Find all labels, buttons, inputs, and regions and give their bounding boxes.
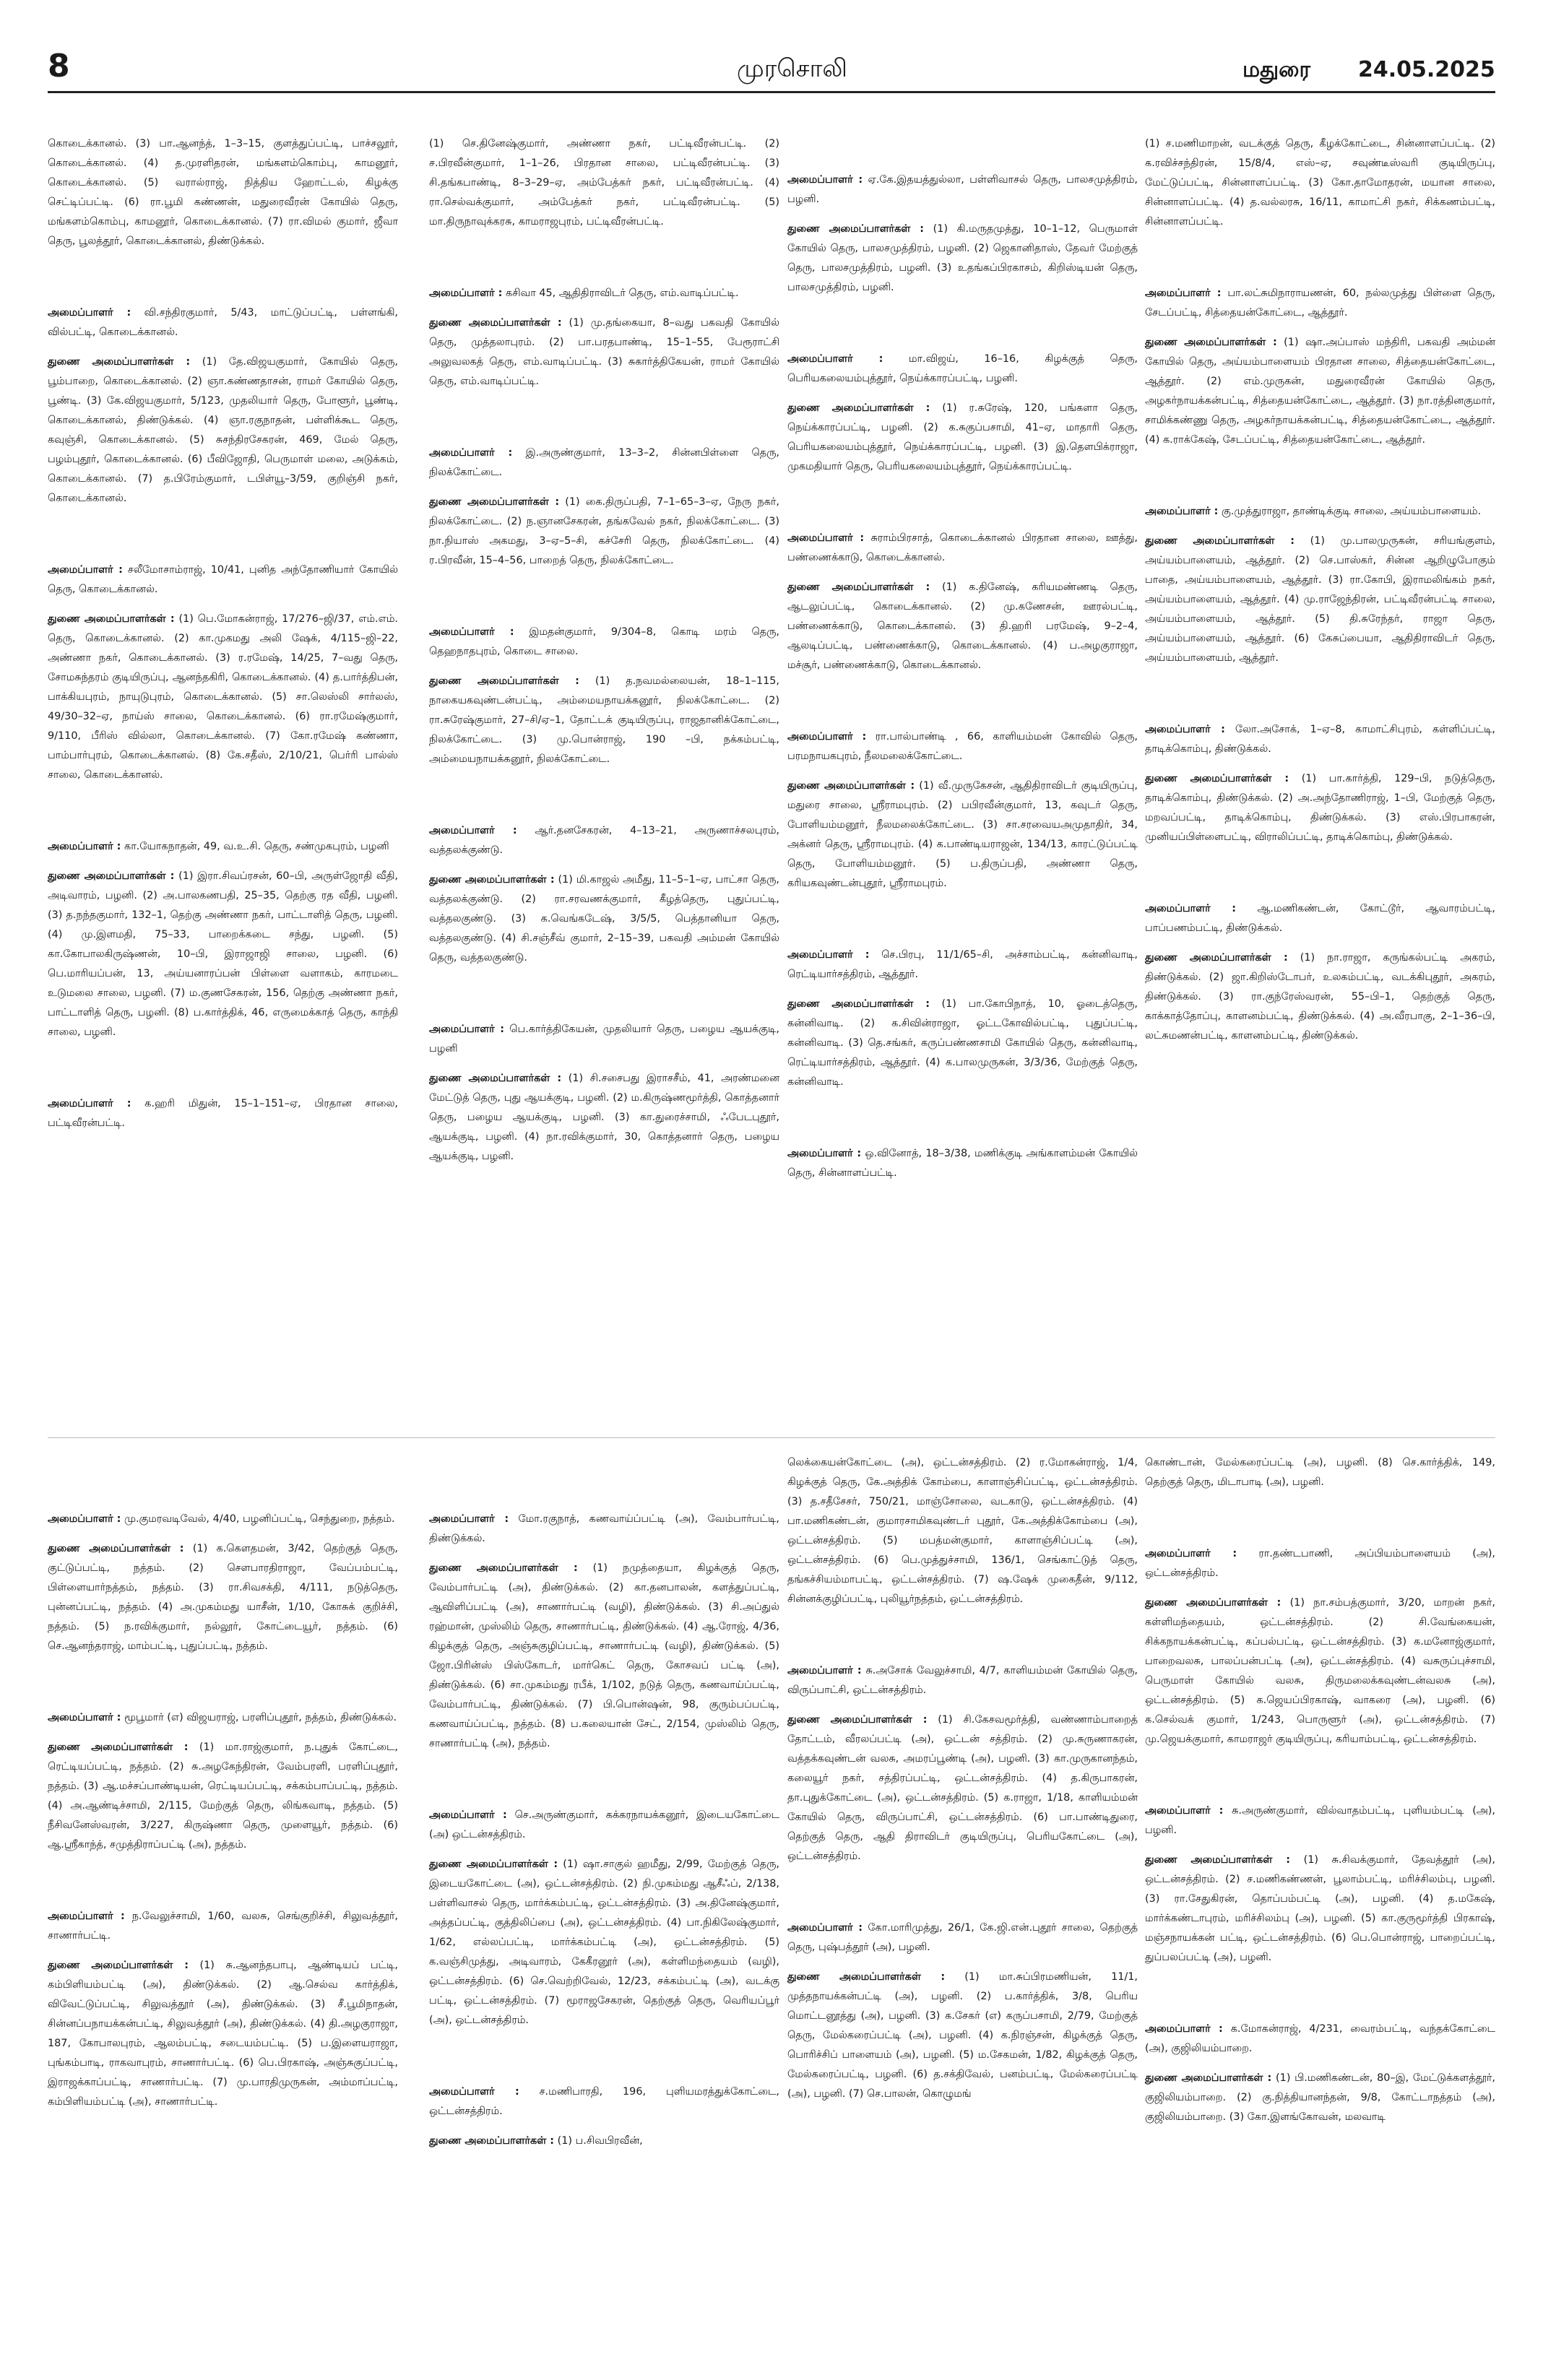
- deputies-paragraph: [429, 672, 779, 769]
- organizer-text: இ.அருண்குமார், 13–3–2, சின்னபிள்ளை தெரு, நிலக்கோட்டை.: [429, 447, 779, 478]
- deputies-text: (1) க.கௌதமன், 3/42, தெற்குத் தெரு, குட்டுப்பட்டி, நத்தம். (2) சௌபாரதிராஜா, வேப்பம்பட்டி, பிள்ளையார்நத்தம், நத்தம். (3) ரா.சிவசக்தி, 4/111, நடுத்தெரு, புன்னப்பட்டி, நத்தம். (4) அ.முகம்மது யாசீன், 1/10, கோசுக் குறிச்சி, நத்தம். (5) ந.ரவிக்குமார், நல்லூர், கோட்டையூர், நத்தம். (6) செ.ஆனந்தராஜ், மாம்பட்டி, புதுப்பட்டி, நத்தம்.: [48, 1543, 398, 1652]
- bottom-column-3: [787, 1453, 1138, 2114]
- top-column-4: [1145, 134, 1495, 1056]
- organizer-text: ரா.பால்பாண்டி , 66, காளியம்மன் கோவில் தெரு, பரமநாயகபுரம், நீலமலைக்கோட்டை.: [787, 731, 1138, 762]
- deputies-label: துணை அமைப்பாளர்கள் :: [787, 223, 925, 235]
- organizer-label: அமைப்பாளர் :: [787, 1148, 862, 1159]
- bottom-column-4: [1145, 1453, 1495, 2137]
- deputies-text: (1) செ.தினேஷ்குமார், அண்ணா நகர், பட்டிவீரன்பட்டி. (2) ச.பிரவீன்குமார், 1–1–26, பிரதான சாலை, பட்டிவீரன்பட்டி. (3) சி.தங்கபாண்டி, 8–3–29–ஏ, அம்பேத்கர் நகர், பட்டிவீரன்பட்டி. (4) ரா.செல்வக்குமார், அம்பேத்கர் நகர், பட்டிவீரன்பட்டி. (5) மா.திருநாவுக்கரசு, காமராஜபுரம், பட்டிவீரன்பட்டி.: [429, 138, 779, 228]
- newspaper-name: முரசொலி: [737, 54, 847, 83]
- organizer-label: அமைப்பாளர் :: [787, 174, 863, 186]
- organizer-text: சு.அருண்குமார், வில்வாதம்பட்டி, புளியம்பட்டி (அ), பழனி.: [1145, 1805, 1495, 1836]
- organizer-block: [787, 1144, 1138, 1183]
- organizer-label: அமைப்பாளர் :: [1145, 506, 1219, 517]
- organizer-text: செ.பிரபு, 11/1/65–சி, அச்சாம்பட்டி, கன்னிவாடி, ரெட்டியார்சத்திரம், ஆத்தூர்.: [787, 949, 1138, 980]
- deputies-paragraph: [787, 220, 1138, 298]
- organizer-block: [787, 1918, 1138, 2104]
- organizer-paragraph: [429, 821, 779, 860]
- organizer-label: அமைப்பாளர் :: [429, 447, 513, 459]
- deputies-paragraph: [1145, 1593, 1495, 1749]
- deputies-paragraph: [429, 134, 779, 232]
- deputies-label: துணை அமைப்பாளர்கள் :: [429, 2135, 555, 2147]
- organizer-block: [48, 561, 398, 785]
- organizer-paragraph: [48, 837, 398, 857]
- deputies-text: (1) ச.மணிமாறன், வடக்குத் தெரு, கீழக்கோட்டை, சின்னாளப்பட்டி. (2) க.ரவிச்சந்திரன், 15/8/4, எஸ்–ஏ, சவுண்டீஸ்வரி குடியிருப்பு, மேட்டுப்பட்டி, சின்னாளப்பட்டி. (3) கோ.தாமோதரன், மயான சாலை, சின்னாளப்பட்டி. (4) த.வல்லரசு, 16/11, காமாட்சி நகர், சிக்கணம்பட்டி, சின்னாளப்பட்டி.: [1145, 138, 1495, 228]
- organizer-paragraph: [429, 284, 779, 303]
- deputies-text: (1) த.நவமல்லையன், 18–1–115, நாகையகவுண்டன்பட்டி, அம்மையநாயக்கனூர், நிலக்கோட்டை. (2) ரா.சுரேஷ்குமார், 27–சி/ஏ–1, தோட்டக் குடியிருப்பு, ராஜதானிக்கோட்டை, நிலக்கோட்டை. (3) மு.பொன்ராஜ், 190 –பி, நக்கம்பட்டி, அம்மையநாயக்கனூர், நிலக்கோட்டை.: [429, 675, 780, 765]
- organizer-block: [48, 1708, 398, 1855]
- organizer-label: அமைப்பாளர் :: [429, 1024, 505, 1035]
- deputies-paragraph: [787, 578, 1138, 675]
- organizer-text: ஒ.வினோத், 18–3/38, மணிக்குடி அங்காளம்மன் கோயில் தெரு, சின்னாளப்பட்டி.: [787, 1148, 1138, 1179]
- organizer-block: [787, 945, 1138, 1092]
- deputies-paragraph: [48, 867, 398, 1042]
- organizer-text: கா.யோகநாதன், 49, வ.உ.சி. தெரு, சண்முகபுரம், பழனி: [124, 841, 389, 852]
- organizer-text: ந.வேலுச்சாமி, 1/60, வலசு, செங்குறிச்சி, சிலுவத்தூர், சாணார்பட்டி.: [48, 1911, 398, 1942]
- organizer-label: அமைப்பாளர் :: [787, 949, 870, 961]
- organizer-label: அமைப்பாளர் :: [429, 287, 503, 299]
- deputies-paragraph: [48, 1738, 398, 1855]
- organizer-text: செ.அருண்குமார், கக்கரநாயக்கனூர், இடையகோட்டை (அ) ஒட்டன்சத்திரம்.: [429, 1809, 779, 1840]
- organizer-paragraph: [429, 443, 779, 483]
- deputies-text: (1) பா.கார்த்தி, 129–பி, நடுத்தெரு, தாடிக்கொம்பு, திண்டுக்கல். (2) அ.அந்தோணிராஜ், 1–பி, மேற்குத் தெரு, மறவப்பட்டி, தாடிக்கொம்பு, திண்டுக்கல். (3) எஸ்.பிரபாகரன், முனியப்பிள்ளைபட்டி, விராலிப்பட்டி, தாடிக்கொம்பு, திண்டுக்கல்.: [1145, 773, 1495, 843]
- organizer-label: அமைப்பாளர் :: [1145, 724, 1225, 735]
- organizer-paragraph: [48, 1708, 398, 1728]
- organizer-block: [48, 1510, 398, 1656]
- organizer-paragraph: [787, 727, 1138, 766]
- deputies-paragraph: [787, 1710, 1138, 1866]
- organizer-block: [787, 350, 1138, 477]
- organizer-label: அமைப்பாளர் :: [1145, 2023, 1223, 2035]
- deputies-label: துணை அமைப்பாளர்கள் :: [1145, 2072, 1272, 2084]
- deputies-text: (1) மு.பாலமுருகன், சரியங்குளம், அய்யம்பாளையம், ஆத்தூர். (2) செ.பாஸ்கர், சின்ன ஆறிழுபோகும் பாதை, அய்யம்பாளையம், ஆத்தூர். (3) ரா.கோபி, இராமலிங்கம் நகர், அய்யம்பாளையம், ஆத்தூர். (4) மு.ராஜேந்திரன், பட்டிவீரன்பட்டி சாலை, அய்யம்பாளையம், ஆத்தூர். (5) தி.சுரேந்தர், ராஜா தெரு, அய்யம்பாளையம், ஆத்தூர். (6) கேசுப்பையா, ஆதிதிராவிடர் தெரு, அய்யம்பாளையம், ஆத்தூர்.: [1145, 535, 1495, 664]
- organizer-block: [429, 2082, 779, 2151]
- organizer-text: ஏ.கே.இதயத்துல்லா, பள்ளிவாசல் தெரு, பாலசமுத்திரம், பழனி.: [787, 174, 1138, 205]
- top-column-1: [48, 134, 398, 1143]
- deputies-text: (1) தே.விஜயகுமார், கோயில் தெரு, பூம்பாறை, கொடைக்கானல். (2) ஞா.கண்ணதாசன், ராமர் கோயில் தெரு, பூண்டி. (3) கே.விஜயகுமார், 5/123, முதலியார் தெரு, போளூர், பூண்டி, கொடைக்கானல், திண்டுக்கல். (4) ஞா.ரகுநாதன், பள்ளிக்கூட தெரு, கவுஞ்சி, கொடைக்கானல். (5) சுசந்திரசேகரன், 469, மேல் தெரு, பழம்புதூர், கொடைக்கானல். (6) பீவிஜோதி, பெருமாள் மலை, அடுக்கம், கொடைக்கானல். (7) த.பிரேம்குமார், டபிள்யூ–3/59, குறிஞ்சி நகர், கொடைக்கானல்.: [48, 356, 398, 504]
- deputies-paragraph: [429, 1069, 779, 1167]
- organizer-block: [787, 1453, 1138, 1609]
- organizer-text: ஆ.மணிகண்டன், கோட்டூர், ஆவாரம்பட்டி, பாப்பணம்பட்டி, திண்டுக்கல்.: [1145, 903, 1495, 934]
- organizer-block: [1145, 1544, 1495, 1749]
- deputies-paragraph: [429, 493, 779, 571]
- deputies-label: துணை அமைப்பாளர்கள் :: [429, 675, 579, 687]
- organizer-label: அமைப்பாளர் :: [1145, 903, 1237, 914]
- organizer-label: அமைப்பாளர் :: [787, 353, 883, 365]
- organizer-text: மோ.ரகுநாத், கணவாய்ப்பட்டி (அ), வேம்பார்பட்டி, திண்டுக்கல்.: [429, 1513, 779, 1544]
- organizer-text: வி.சந்திரகுமார், 5/43, மாட்டுப்பட்டி, பள்ளங்கி, வில்பட்டி, கொடைக்கானல்.: [48, 307, 398, 338]
- organizer-label: அமைப்பாளர் :: [429, 1513, 509, 1525]
- deputies-paragraph: [1145, 134, 1495, 232]
- deputies-label: துணை அமைப்பாளர்கள் :: [48, 870, 175, 882]
- deputies-paragraph: [787, 399, 1138, 477]
- organizer-block: [429, 134, 779, 232]
- organizer-block: [48, 1094, 398, 1133]
- organizer-block: [48, 303, 398, 509]
- deputies-label: துணை அமைப்பாளர்கள் :: [48, 356, 191, 368]
- deputies-text: (1) க.தினேஷ், கரியமண்ணடி தெரு, ஆடலுப்பட்டி, கொடைக்கானல். (2) மு.கணேசன், ஊரல்பட்டி, பண்ணைக்காடு, கொடைக்கானல். (3) தி.ஹரி பரமேஷ், 9–2–4, ஆலடிப்பட்டி, பண்ணைக்காடு, கொடைக்கானல். (4) ப.அழகுராஜா, மச்சூர், பண்ணைக்காடு, கொடைக்கானல்.: [787, 581, 1138, 671]
- organizer-block: [1145, 134, 1495, 232]
- organizer-text: பெ.கார்த்திகேயன், முதலியார் தெரு, பழைய ஆயக்குடி, பழனி: [429, 1024, 779, 1055]
- organizer-label: அமைப்பாளர் :: [429, 825, 517, 836]
- organizer-label: அமைப்பாளர் :: [787, 1922, 863, 1934]
- organizer-paragraph: [1145, 2020, 1495, 2059]
- organizer-block: [1145, 284, 1495, 450]
- top-column-3: [787, 170, 1138, 1193]
- organizer-block: [48, 134, 398, 251]
- organizer-text: மூபூமார் (எ) விஜயராஜ், பரளிப்புதூர், நத்தம், திண்டுக்கல்.: [124, 1712, 397, 1723]
- deputies-paragraph: [429, 2132, 779, 2151]
- deputies-text: (1) கி.மருதமுத்து, 10–1–12, பெருமாள் கோயில் தெரு, பாலசமுத்திரம், பழனி. (2) ஜெகானிதாஸ், தேவர் மேற்குத் தெரு, பாலசமுத்திரம், பழனி. (3) உதங்கப்பிரகாசம், கிறிஸ்டியன் தெரு, பாலசமுத்திரம், பழனி.: [787, 223, 1138, 293]
- deputies-paragraph: [48, 352, 398, 509]
- deputies-label: துணை அமைப்பாளர்கள் :: [48, 1543, 184, 1554]
- organizer-label: அமைப்பாளர் :: [787, 731, 867, 743]
- organizer-label: அமைப்பாளர் :: [429, 626, 514, 638]
- deputies-label: துணை அமைப்பாளர்கள் :: [787, 402, 930, 414]
- organizer-block: [429, 1510, 779, 1754]
- organizer-text: ஆர்.தனசேகரன், 4–13–21, அருணாச்சலபுரம், வத்தலக்குண்டு.: [429, 825, 779, 856]
- deputies-label: துணை அமைப்பாளர்கள் :: [1145, 1597, 1281, 1609]
- organizer-paragraph: [1145, 1801, 1495, 1840]
- organizer-block: [429, 443, 779, 571]
- deputies-text: (1) இரா.சிவப்ரசன், 60–பி, அருள்ஜோதி வீதி, அடிவாரம், பழனி. (2) அ.பாலகணபதி, 25–35, தெற்கு ரத வீதி, பழனி. (3) த.நந்தகுமார், 132–1, தெற்கு அண்ணா நகர், பாட்டாளித் தெரு, பழனி. (4) மு.இளமதி, 75–33, பாறைக்கடை சந்து, பழனி. (5) கா.கோபாலகிருஷ்ணன், 10–பி, இராஜாஜி சாலை, பழனி. (6) பெ.மாரியப்பன், 13, அய்யனாரப்பன் பிள்ளை வளாகம், காரமடை உடுமலை சாலை, பழனி. (7) ம.குணசேகரன், 156, தெற்கு அண்ணா நகர், பாட்டாளித் தெரு, பழனி. (8) ப.கார்த்திக், 46, எருமைக்காத் தெரு, காந்தி சாலை, பழனி.: [48, 870, 398, 1038]
- deputies-paragraph: [1145, 532, 1495, 668]
- deputies-text: (1) வீ.முருகேசன், ஆதிதிராவிடர் குடியிருப்பு, மதுரை சாலை, ஸ்ரீராமபுரம். (2) பபிரவீன்குமார், 13, கவுடர் தெரு, போளியம்மனூர், நீலமலைக்கோட்டை. (3) சா.சரவையஅமுதாதிர், 34, அக்னர் தெரு, ஸ்ரீராமபுரம். (4) க.பாண்டியராஜன், 134/13, காரட்டுப்பட்டி தெரு, போளியம்மனூர். (5) ப.திருப்பதி, அண்ணா தெரு, கரியகவுண்டன்புதூர், ஸ்ரீராமபுரம்.: [787, 780, 1138, 889]
- organizer-block: [787, 1661, 1138, 1866]
- organizer-paragraph: [787, 170, 1138, 209]
- deputies-text: (1) ப.சிவபிரவீன்,: [557, 2135, 643, 2147]
- deputies-paragraph: [787, 1968, 1138, 2104]
- organizer-paragraph: [48, 561, 398, 600]
- deputies-label: துணை அமைப்பாளர்கள் :: [1145, 773, 1289, 784]
- deputies-label: துணை அமைப்பாளர்கள் :: [787, 581, 930, 593]
- deputies-label: துணை அமைப்பாளர்கள் :: [1145, 952, 1288, 964]
- deputies-paragraph: [1145, 948, 1495, 1046]
- deputies-text: (1) நமுத்தையா, கிழக்குத் தெரு, வேம்பார்பட்டி (அ), திண்டுக்கல். (2) கா.தனபாலன், களத்துப்பட்டி, ஆவிளிப்பட்டி (அ), சாணார்பட்டி (வழி), திண்டுக்கல். (3) சி.அப்துல் ரஹ்மான், முஸ்லிம் தெரு, சாணார்பட்டி, திண்டுக்கல். (4) ஆ.ரோஜ், 4/36, கிழக்குத் தெரு, அஞ்சுகுழிப்பட்டி, சாணார்பட்டி (வழி), திண்டுக்கல். (5) ஜோ.பிரின்ஸ் பிஸ்கோடர், மார்கெட் தெரு, கோசவப் பட்டி (அ), திண்டுக்கல். (6) சா.முகம்மது ரபீக், 1/102, நடுத் தெரு, கணவாய்ப்பட்டி, வேம்பார்பட்டி, திண்டுக்கல். (7) பி.பொன்ஷன், 98, குரும்பப்பட்டி, கணவாய்ப்பட்டி, நத்தம். (8) ப.கலையான் சேட், 2/154, முஸ்லிம் தெரு, சாணார்பட்டி (அ), நத்தம்.: [429, 1562, 779, 1749]
- organizer-block: [787, 727, 1138, 893]
- deputies-text: (1) மா.ராஜ்குமார், ந.புதுக் கோட்டை, ரெட்டியப்பட்டி, நத்தம். (2) சு.அழகேந்திரன், வேம்பரளி, பரளிப்புதூர், நத்தம். (3) ஆ.மச்சப்பாண்டியன், ரெட்டியப்பட்டி, சக்கம்பாப்பட்டி, நத்தம். (4) அ.ஆண்டிச்சாமி, 2/115, மேற்குத் தெரு, லிங்கவாடி, நத்தம். (5) நீசிவனேஸ்வரன், 3/227, கிருஷ்ணா தெரு, முளையூர், நத்தம். (6) ஆ.ஸ்ரீகாந்த், சமுத்திராப்பட்டி (அ), நத்தம்.: [48, 1741, 398, 1851]
- deputies-text: (1) ஷா.அப்பாஸ் மந்திரி, பகவதி அம்மன் கோயில் தெரு, அய்யம்பாளையம் பிரதான சாலை, சித்தையன்கோட்டை, ஆத்தூர். (2) எம்.முருகன், மதுரைவீரன் கோயில் தெரு, அழகர்நாயக்கன்பட்டி, சித்தையன்கோட்டை, ஆத்தூர். (3) நா.ரத்தினகுமார், சாமிக்கண்ணு தெரு, அழகர்நாயக்கன்பட்டி, சித்தையன்கோட்டை, ஆத்தூர். (4) க.ராக்கேஷ், சேடப்பட்டி, சித்தையன்கோட்டை, ஆத்தூர்.: [1145, 337, 1495, 446]
- organizer-paragraph: [429, 2082, 779, 2121]
- top-column-2: [429, 134, 779, 1177]
- organizer-paragraph: [787, 350, 1138, 389]
- organizer-text: சு.அசோக் வேலுச்சாமி, 4/7, காளியம்மன் கோயில் தெரு, விருப்பாட்சி, ஒட்டன்சத்திரம்.: [787, 1665, 1138, 1696]
- deputies-label: துணை அமைப்பாளர்கள் :: [429, 317, 562, 329]
- organizer-block: [48, 1907, 398, 2112]
- organizer-block: [1145, 2020, 1495, 2127]
- edition-city: மதுரை: [1242, 57, 1311, 82]
- organizer-paragraph: [429, 1510, 779, 1549]
- organizer-label: அமைப்பாளர் :: [429, 1809, 507, 1821]
- organizer-paragraph: [787, 1661, 1138, 1700]
- deputies-label: துணை அமைப்பாளர்கள் :: [48, 1960, 189, 1971]
- organizer-text: சலீமோசாம்ராஜ், 10/41, புனித அந்தோணியார் கோயில் தெரு, கொடைக்கானல்.: [48, 564, 398, 595]
- organizer-block: [429, 1806, 779, 2030]
- organizer-paragraph: [48, 1907, 398, 1946]
- deputies-paragraph: [48, 1956, 398, 2112]
- organizer-text: கசிவா 45, ஆதிதிராவிடர் தெரு, எம்.வாடிப்பட்டி.: [505, 287, 739, 299]
- deputies-paragraph: [48, 134, 398, 251]
- organizer-block: [1145, 502, 1495, 668]
- organizer-text: பா.லட்சுமிநாராயணன், 60, நல்லமுத்து பிள்ளை தெரு, சேடப்பட்டி, சித்தையன்கோட்டை, ஆத்தூர்.: [1145, 287, 1495, 319]
- organizer-text: க.மோகன்ராஜ், 4/231, வைரம்பட்டி, வந்தக்கோட்டை (அ), குஜிலியம்பாறை.: [1145, 2023, 1495, 2054]
- deputies-label: துணை அமைப்பாளர்கள் :: [787, 1971, 946, 1983]
- section-divider: [48, 1437, 1495, 1438]
- deputies-text: (1) ஷா.சாகுல் ஹமீது, 2/99, மேற்குத் தெரு, இடையகோட்டை (அ), ஒட்டன்சத்திரம். (2) நி.முகம்மது ஆசீஃப், 2/138, பள்ளிவாசல் தெரு, மார்க்கம்பட்டி, ஒட்டன்சத்திரம். (3) அ.தினேஷ்குமார், அத்தப்பட்டி, குத்திலிப்பை (அ), ஒட்டன்சத்திரம். (4) பா.நிகிலேஷ்குமார், 1/62, எல்லப்பட்டி, மார்க்கம்பட்டி (அ), ஒட்டன்சத்திரம். (5) க.வஞ்சிமுத்து, அடிவாரம், கேகீரனூர் (அ), கள்ளிமந்தையம் (வழி), ஒட்டன்சத்திரம். (6) செ.வெற்றிவேல், 12/23, சக்கம்பட்டி (அ), வடக்கு பட்டி, ஒட்டன்சத்திரம். (7) மூராஜசேகரன், தெற்குத் தெரு, வெரியப்பூர் (அ), ஒட்டன்சத்திரம்.: [429, 1858, 779, 2026]
- deputies-text: (1) பி.மணிகண்டன், 80–இ, மேட்டுக்களத்தூர், குஜிலியம்பாறை. (2) கு.நித்தியானந்தன், 9/8, கோட்டாநத்தம் (அ), குஜிலியம்பாறை. (3) கோ.இளங்கோவன், மலவாடி: [1145, 2072, 1495, 2123]
- deputies-paragraph: [1145, 333, 1495, 450]
- organizer-label: அமைப்பாளர் :: [48, 841, 121, 852]
- deputies-paragraph: [787, 995, 1138, 1092]
- organizer-paragraph: [1145, 502, 1495, 522]
- deputies-label: துணை அமைப்பாளர்கள் :: [48, 613, 175, 625]
- deputies-label: துணை அமைப்பாளர்கள் :: [429, 1562, 578, 1574]
- deputies-paragraph: [429, 870, 779, 968]
- deputies-label: துணை அமைப்பாளர்கள் :: [48, 1741, 189, 1753]
- organizer-paragraph: [1145, 720, 1495, 759]
- organizer-block: [787, 529, 1138, 675]
- organizer-block: [1145, 720, 1495, 847]
- organizer-label: அமைப்பாளர் :: [1145, 287, 1222, 299]
- deputies-label: துணை அமைப்பாளர்கள் :: [1145, 337, 1277, 348]
- organizer-block: [48, 837, 398, 1042]
- organizer-paragraph: [429, 623, 779, 662]
- organizer-text: லோ.அசோக், 1–ஏ–8, காமாட்சிபுரம், கள்ளிப்பட்டி, தாடிக்கொம்பு, திண்டுக்கல்.: [1145, 724, 1495, 755]
- organizer-block: [1145, 1453, 1495, 1492]
- organizer-block: [429, 623, 779, 769]
- organizer-text: மா.விஜய், 16–16, கிழக்குத் தெரு, பெரியகலையம்புத்தூர், நெய்க்காரப்பட்டி, பழனி.: [787, 353, 1138, 384]
- deputies-label: துணை அமைப்பாளர்கள் :: [1145, 535, 1295, 547]
- organizer-label: அமைப்பாளர் :: [48, 1098, 131, 1109]
- organizer-block: [429, 821, 779, 968]
- organizer-paragraph: [1145, 284, 1495, 323]
- bottom-column-2: [429, 1510, 779, 2161]
- deputies-label: துணை அமைப்பாளர்கள் :: [1145, 1854, 1290, 1866]
- deputies-label: துணை அமைப்பாளர்கள் :: [429, 496, 560, 508]
- organizer-paragraph: [1145, 899, 1495, 938]
- organizer-paragraph: [48, 1094, 398, 1133]
- deputies-label: துணை அமைப்பாளர்கள் :: [429, 1858, 558, 1870]
- deputies-paragraph: [1145, 769, 1495, 847]
- organizer-paragraph: [1145, 1544, 1495, 1583]
- deputies-text: (1) சு.சிவக்குமார், தேவத்தூர் (அ), ஒட்டன்சத்திரம். (2) ச.மணிகண்ணன், பூலாம்பட்டி, மரிச்சிலம்பு, பழனி. (3) ரா.சேதுகிரன், தொப்பம்பட்டி (அ), பழனி. (4) த.மகேஷ், மார்க்கண்டாபுரம், மரிச்சிலம்பு (அ), பழனி. (5) கா.குருமூர்த்தி பிரகாஷ், மஞ்சநாயக்கன் பட்டி, ஒட்டன்சத்திரம். (6) பெ.பொன்ராஜ், பாறைப்பட்டி, துப்பலப்பட்டி (அ), பழனி.: [1145, 1854, 1495, 1963]
- deputies-text: (1) மி.காஜல் அமீது, 11–5–1–ஏ, பாட்சா தெரு, வத்தலக்குண்டு. (2) ரா.சரவணக்குமார், கீழத்தெரு, புதுப்பட்டி, வத்தலகுண்டு. (3) க.வெங்கடேஷ், 3/5/5, பெத்தானியா தெரு, வத்தலகுண்டு. (4) சி.சஞ்சீவ் குமார், 2–15–39, பகவதி அம்மன் கோயில் தெரு, வத்தலகுண்டு.: [429, 874, 779, 964]
- deputies-label: துணை அமைப்பாளர்கள் :: [429, 1073, 562, 1084]
- deputies-paragraph: [787, 1453, 1138, 1609]
- deputies-text: (1) சி.கேசவமூர்த்தி, வண்ணாம்பாறைத் தோட்டம், வீரலப்பட்டி (அ), ஒட்டன் சத்திரம். (2) மு.சுருணாகரன், வத்தக்கவுண்டன் வலசு, அமரப்பூண்டி (அ), பழனி. (3) கா.முருகானந்தம், கலையூர் நகர், சத்திரப்பட்டி, ஒட்டன்சத்திரம். (4) த.கிருபாகரன், தா.புதுக்கோட்டை (அ), ஒட்டன்சத்திரம். (5) க.ராஜா, 1/18, காளியம்மன் கோயில் தெரு, விருப்பாட்சி, ஒட்டன்சத்திரம். (6) பா.பாண்டிதுரை, தெற்குத் தெரு, ஆதி திராவிடர் குடியிருப்பு, பெரியகோட்டை (அ), ஒட்டன்சத்திரம்.: [787, 1714, 1138, 1862]
- deputies-paragraph: [429, 1855, 779, 2030]
- deputies-text: (1) கை.திருப்பதி, 7–1–65–3–ஏ, நேரு நகர், நிலக்கோட்டை. (2) ந.ஞானசேகரன், தங்கவேல் நகர், நிலக்கோட்டை. (3) நா.நியாஸ் அகமது, 3–ஏ–5–சி, கச்சேரி தெரு, நிலக்கோட்டை. (4) ர.பிரவீன், 15–4–56, பாறைத் தெரு, நிலக்கோட்டை.: [429, 496, 779, 566]
- deputies-text: (1) மா.சுப்பிரமணியன், 11/1, முத்தநாயக்கன்பட்டி (அ), பழனி. (2) ப.கார்த்திக், 3/8, பெரிய மொட்டனூத்து (அ), பழனி. (3) க.சேகர் (எ) கருப்பசாமி, 2/79, மேற்குத் தெரு, மேல்கரைப்பட்டி (அ), பழனி. (4) க.நிரஞ்சன், கிழக்குத் தெரு, பொரிச்சிப் பாளையம் (அ), பழனி. (5) ம.சேகமன், 1/82, கிழக்குத் தெரு, மேல்கரைப்பட்டி, பழனி. (6) த.சக்திவேல், பனம்பட்டி, மேல்கரைப்பட்டி (அ), பழனி. (7) செ.பாலன், கொழுமங்: [787, 1971, 1138, 2100]
- deputies-label: துணை அமைப்பாளர்கள் :: [787, 780, 915, 792]
- organizer-label: அமைப்பாளர் :: [787, 1665, 862, 1676]
- organizer-label: அமைப்பாளர் :: [429, 2086, 519, 2098]
- organizer-block: [1145, 899, 1495, 1046]
- deputies-paragraph: [429, 313, 779, 391]
- organizer-text: சுராம்பிரசாத், கொடைக்கானல் பிரதான சாலை, ஊத்து, பண்ணைக்காடு, கொடைக்கானல்.: [787, 532, 1138, 563]
- organizer-text: மு.குமரவடிவேல், 4/40, பழனிப்பட்டி, செந்துறை, நத்தம்.: [124, 1513, 395, 1525]
- deputies-paragraph: [1145, 1851, 1495, 1968]
- deputies-paragraph: [787, 776, 1138, 893]
- deputies-text: லெக்கையன்கோட்டை (அ), ஒட்டன்சத்திரம். (2) ர.மோகன்ராஜ், 1/4, கிழக்குத் தெரு, கே.அத்திக் கோம்பை, காளாஞ்சிப்பட்டி, ஒட்டன்சத்திரம். (3) த.சதீசேசர், 750/21, மாஞ்சோலை, வடகாடு, ஒட்டன்சத்திரம். (4) பா.மணிகண்டன், குமாரசாமிகவுண்டர் புதூர், கே.அத்திக்கோம்பை (அ), ஒட்டன்சத்திரம். (5) மபத்மன்குமார், காளாஞ்சிப்பட்டி (அ), ஒட்டன்சத்திரம். (6) பெ.முத்துச்சாமி, 136/1, செங்காட்டுத் தெரு, தங்கச்சியம்மாபட்டி, ஒட்டன்சத்திரம். (7) ஷ.ஷேக் முகைதீன், 9/112, சின்னக்குழிப்பட்டி, புலியூர்நத்தம், ஒட்டன்சத்திரம்.: [787, 1457, 1138, 1605]
- header-rule: [48, 91, 1495, 93]
- organizer-text: க.ஹரி மிதுன், 15–1–151–ஏ, பிரதான சாலை, பட்டிவீரன்பட்டி.: [48, 1098, 398, 1129]
- deputies-text: கொண்டான், மேல்கரைப்பட்டி (அ), பழனி. (8) செ.கார்த்திக், 149, தெற்குத் தெரு, மிடாபாடி (அ), பழனி.: [1145, 1457, 1495, 1488]
- deputies-text: (1) சி.சசைபது இராசசீம், 41, அரண்மனை மேட்டுத் தெரு, புது ஆயக்குடி, பழனி. (2) ம.கிருஷ்ணமூர்த்தி, கொத்தனார் தெரு, பழைய ஆயக்குடி, பழனி. (3) கா.துரைச்சாமி, ஃபேடபுதூர், ஆயக்குடி, பழனி. (4) நா.ரவிக்குமார், 30, கொத்தனார் தெரு, பழைய ஆயக்குடி, பழனி.: [429, 1073, 779, 1162]
- organizer-text: கோ.மாரிமுத்து, 26/1, கே.ஜி.என்.புதூர் சாலை, தெற்குத் தெரு, புஷ்பத்தூர் (அ), பழனி.: [787, 1922, 1138, 1953]
- deputies-label: துணை அமைப்பாளர்கள் :: [787, 1714, 928, 1726]
- deputies-text: கொடைக்கானல். (3) பா.ஆனந்த், 1–3–15, குளத்துப்பட்டி, பாச்சலூர், கொடைக்கானல். (4) த.முரளிதரன், மங்களம்கொம்பு, காமனூர், கொடைக்கானல். (5) வரால்ராஜ், நித்திய ஹோட்டல், கிழக்கு செட்டிப்பட்டி. (6) ரா.பூமி கண்ணன், மதுரைவீரன் கோயில் தெரு, மங்களம்கொம்பு, காமனூர், கொடைக்கானல். (7) ரா.விமல் குமார், ஜீவா தெரு, பூலத்தூர், கொடைக்கானல், திண்டுக்கல்.: [48, 138, 398, 247]
- organizer-block: [429, 1020, 779, 1167]
- deputies-label: துணை அமைப்பாளர்கள் :: [429, 874, 555, 886]
- organizer-label: அமைப்பாளர் :: [1145, 1548, 1237, 1559]
- deputies-text: (1) நா.சம்பத்குமார், 3/20, மாறன் நகர், கள்ளிமந்தையம், ஒட்டன்சத்திரம். (2) சி.வேங்கையன், சிக்கநாயக்கன்பட்டி, கப்பல்பட்டி, ஒட்டன்சத்திரம். (3) க.மனோஜ்குமார், பாறைவலசு, பாலப்பன்பட்டி (அ), ஒட்டன்சத்திரம். (4) வசுருப்புச்சாமி, பெருமாள் கோயில் வலசு, திருமலைக்கவுண்டன்வலசு (அ), ஒட்டன்சத்திரம். (5) க.ஜெயப்பிரகாஷ், வாகரை (அ), பழனி. (6) க.செல்வக் குமார், 1/243, பொருளூர் (அ), ஒட்டன்சத்திரம். (7) மு.ஜெயக்குமார், காமராஜர் குடியிருப்பு, கரியாம்பட்டி, ஒட்டன்சத்திரம்.: [1145, 1597, 1495, 1745]
- organizer-label: அமைப்பாளர் :: [48, 307, 131, 319]
- deputies-paragraph: [1145, 1453, 1495, 1492]
- organizer-label: அமைப்பாளர் :: [48, 1911, 125, 1922]
- page-number: 8: [48, 48, 70, 85]
- organizer-label: அமைப்பாளர் :: [1145, 1805, 1224, 1817]
- edition-date: 24.05.2025: [1358, 57, 1495, 82]
- deputies-paragraph: [429, 1559, 779, 1754]
- organizer-paragraph: [48, 303, 398, 342]
- organizer-text: ச.மணிபாரதி, 196, புளியமரத்துக்கோட்டை, ஒட்டன்சத்திரம்.: [429, 2086, 780, 2117]
- organizer-block: [429, 284, 779, 391]
- deputies-text: (1) நா.ராஜா, கருங்கல்பட்டி அகரம், திண்டுக்கல். (2) ஜா.கிறிஸ்டோபர், உலகம்பட்டி, வடக்கிபுதூர், அகரம், திண்டுக்கல். (3) ரா.குந்ரேஸ்வரன், 55–பி–1, தெற்குத் தெரு, காக்காத்தோப்பு, காளனம்பட்டி, திண்டுக்கல். (4) அ.வீரபாகு, 2–1–36–பி, லட்சுமணன்பட்டி, காளனம்பட்டி, திண்டுக்கல்.: [1145, 952, 1495, 1042]
- bottom-column-1: [48, 1510, 398, 2122]
- organizer-paragraph: [48, 1510, 398, 1529]
- organizer-label: அமைப்பாளர் :: [48, 1513, 121, 1525]
- organizer-block: [1145, 1801, 1495, 1968]
- organizer-text: ரா.தண்டபாணி, அப்பியம்பாளையம் (அ), ஒட்டன்சத்திரம்.: [1145, 1548, 1496, 1579]
- organizer-label: அமைப்பாளர் :: [48, 564, 123, 576]
- page-header: [0, 0, 1543, 92]
- deputies-paragraph: [1145, 2069, 1495, 2127]
- organizer-paragraph: [429, 1806, 779, 1845]
- organizer-label: அமைப்பாளர் :: [48, 1712, 121, 1723]
- deputies-text: (1) பா.கோபிநாத், 10, ஓடைத்தெரு, கன்னிவாடி. (2) க.சிவின்ராஜா, ஓட்டகோவில்பட்டி, புதுப்பட்டி, கன்னிவாடி. (3) தெ.சங்கர், கருப்பண்ணசாமி கோயில் தெரு, கன்னிவாடி, ரெட்டியார்சத்திரம், ஆத்தூர். (4) க.பாலமுருகன், 3/3/36, மேற்குத் தெரு, கன்னிவாடி.: [787, 998, 1138, 1088]
- organizer-block: [787, 170, 1138, 298]
- deputies-text: (1) மு.தங்கையா, 8–வது பகவதி கோயில் தெரு, முத்தலாபுரம். (2) பா.பரதபாண்டி, 15–1–55, பேரூராட்சி அலுவலகத் தெரு, எம்.வாடிப்பட்டி. (3) சுகார்த்திகேயன், ராமர் கோயில் தெரு, எம்.வாடிப்பட்டி.: [429, 317, 779, 387]
- organizer-paragraph: [787, 1918, 1138, 1957]
- organizer-paragraph: [787, 529, 1138, 568]
- deputies-paragraph: [48, 610, 398, 785]
- deputies-paragraph: [48, 1539, 398, 1656]
- organizer-label: அமைப்பாளர் :: [787, 532, 865, 544]
- deputies-text: (1) சு.ஆனந்தபாபு, ஆண்டியப் பட்டி, கம்பிளியம்பட்டி (அ), திண்டுக்கல். (2) ஆ.செல்வ கார்த்திக், விவேட்டுப்பட்டி, சிலுவத்தூர் (அ), திண்டுக்கல். (3) சீ.பூமிநாதன், சின்னப்பநாயக்கன்பட்டி, சிலுவத்தூர் (அ), திண்டுக்கல். (4) தி.அழகுராஜா, 187, கோபாலபுரம், ஆலம்பட்டி, சடையம்பட்டி. (5) ப.இளையராஜா, புங்கம்பாடி, ராகவாபுரம், சாணார்பட்டி. (6) பெ.பிரகாஷ், அஞ்சுகுப்பட்டி, இராஜக்காப்பட்டி, சாணார்பட்டி. (7) மு.பாரதிமுருகன், அம்மாப்பட்டி, கம்பிளியம்பட்டி (அ), சாணார்பட்டி.: [48, 1960, 399, 2108]
- deputies-text: (1) பெ.மோகன்ராஜ், 17/276–ஜி/37, எம்.எம். தெரு, கொடைக்கானல். (2) கா.முகமது அலி ஷேக், 4/115–ஜி–22, அண்ணா நகர், கொடைக்கானல். (3) ர.ரமேஷ், 14/25, 7–வது தெரு, சோமசுந்தரம் குடியிருப்பு, ஆனந்தகிரி, கொடைக்கானல். (4) த.பார்த்திபன், பாக்கியபுரம், நாயுடுபுரம், கொடைக்கானல். (5) சா.லெஸ்லி சார்லஸ், 49/30–32–ஏ, நாய்ஸ் சாலை, கொடைக்கானல். (6) ரா.ரமேஷ்குமார், 9/110, பீரிஸ் வில்லா, கொடைக்கானல். (7) கோ.ரமேஷ் கண்ணா, பாம்பார்புரம், கொடைக்கானல். (8) கே.சதீஸ், 2/10/21, பெர்ரி பால்ஸ் சாலை, கொடைக்கானல்.: [48, 613, 398, 781]
- organizer-paragraph: [787, 945, 1138, 985]
- deputies-label: துணை அமைப்பாளர்கள் :: [787, 998, 930, 1010]
- organizer-text: கு.முத்துராஜா, தாண்டிக்குடி சாலை, அய்யம்பாளையம்.: [1221, 506, 1482, 517]
- organizer-text: இமதன்குமார், 9/304–8, கொடி மரம் தெரு, தெஹநாதபுரம், கொடை சாலை.: [429, 626, 780, 657]
- organizer-paragraph: [787, 1144, 1138, 1183]
- deputies-text: (1) ர.சுரேஷ், 120, பங்களா தெரு, நெய்க்காரப்பட்டி, பழனி. (2) க.சுகுப்பசாமி, 41–ஏ, மாதாரி தெரு, பெரியகலையம்புத்தூர், நெய்க்காரப்பட்டி, பழனி. (3) இ.தௌபிக்ராஜா, முகமதியார் தெரு, பெரியகலையம்புத்தூர், நெய்க்காரப்பட்டி.: [787, 402, 1138, 472]
- organizer-paragraph: [429, 1020, 779, 1059]
